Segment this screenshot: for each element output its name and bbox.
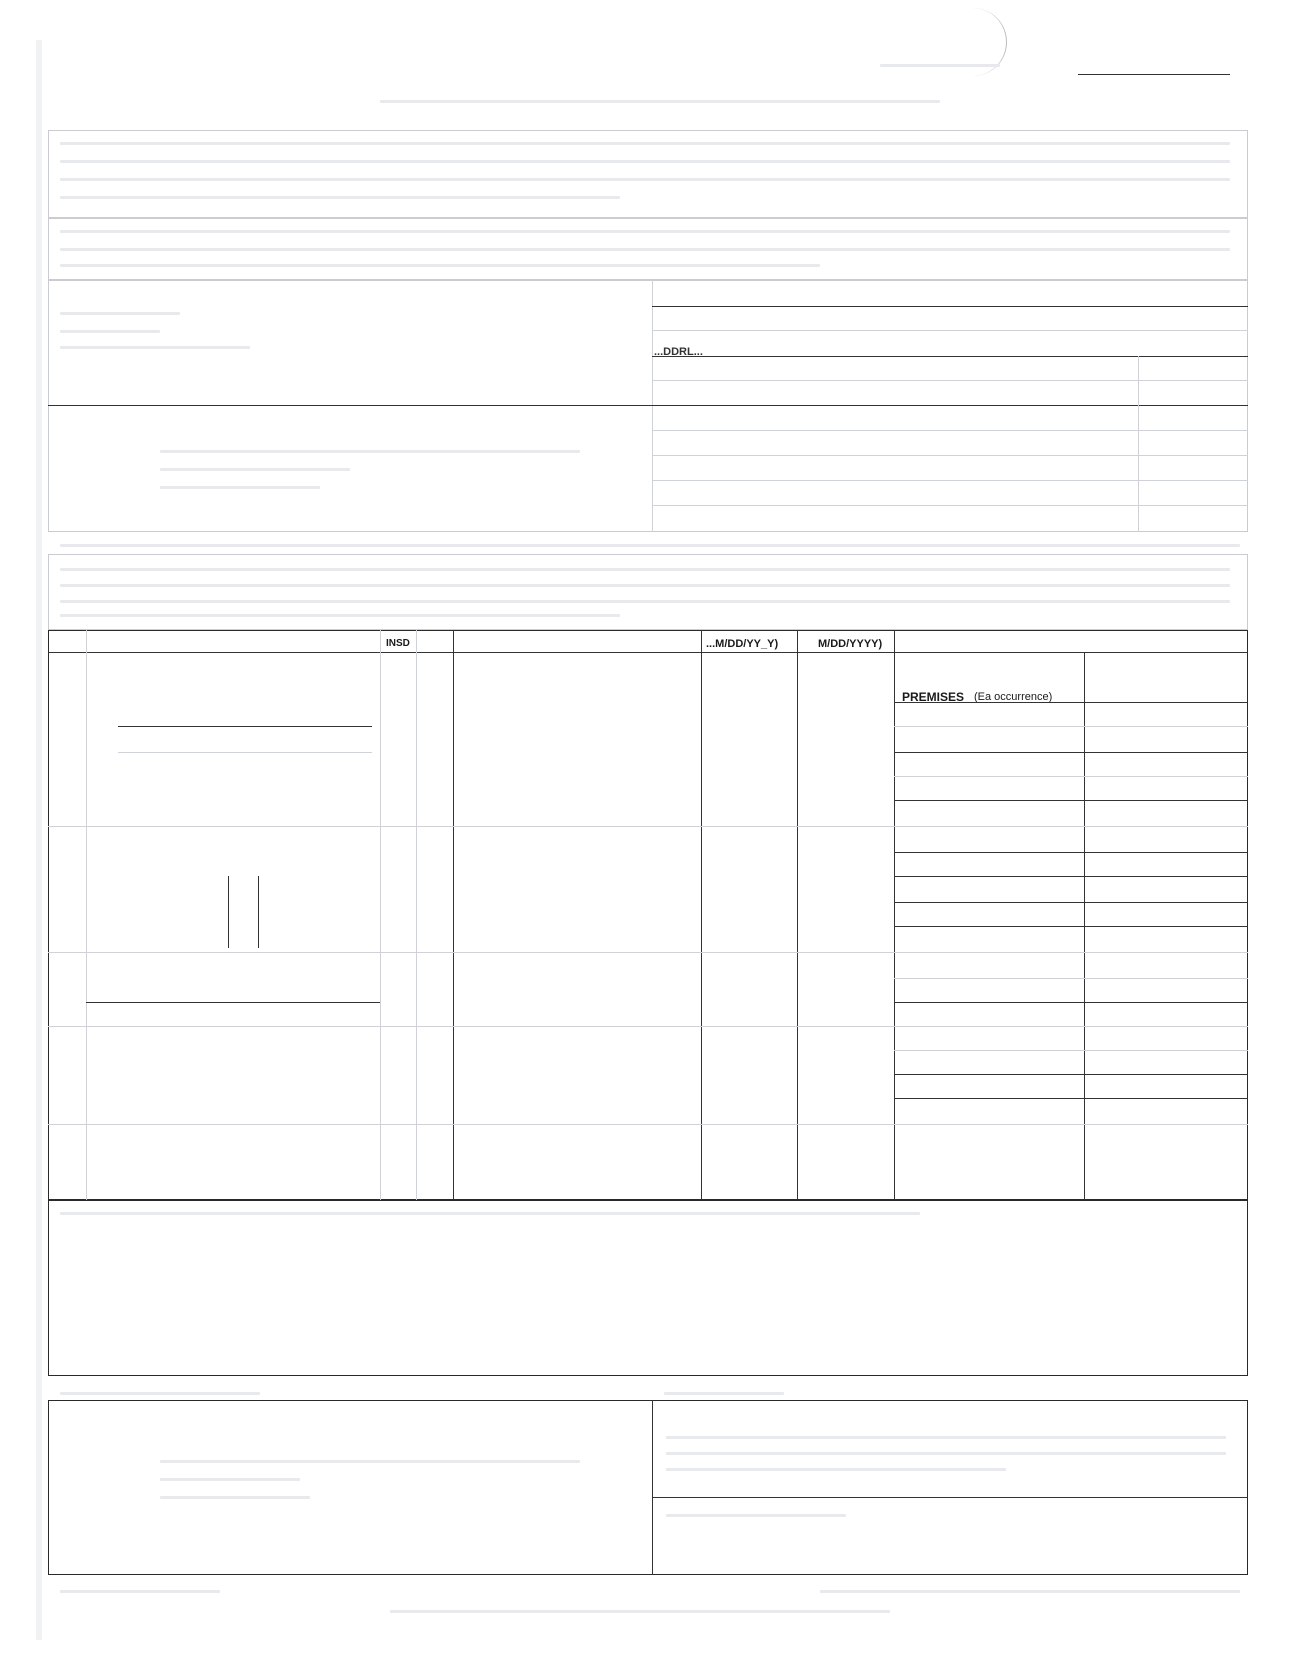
- coverages-intro-box: [48, 554, 1248, 630]
- insurer-label: ...DDRL...: [654, 346, 703, 358]
- column-insd: INSD: [386, 638, 410, 649]
- premises-label: PREMISES: [902, 690, 965, 704]
- description-box: [48, 1200, 1248, 1376]
- producer-insurer-block: [48, 280, 1248, 532]
- header-date-faint: [880, 64, 1000, 67]
- header-rule: [1078, 74, 1230, 75]
- scan-edge-shadow: [36, 40, 42, 1640]
- premises-sub: (Ea occurrence): [974, 691, 1053, 703]
- column-expiry-date: M/DD/YYYY): [818, 638, 883, 650]
- holder-cancellation-block: [48, 1400, 1248, 1575]
- column-effective-date: ...M/DD/YY_Y): [706, 638, 779, 650]
- header-title-faint: [380, 100, 940, 103]
- producer-insured-divider: [48, 405, 652, 406]
